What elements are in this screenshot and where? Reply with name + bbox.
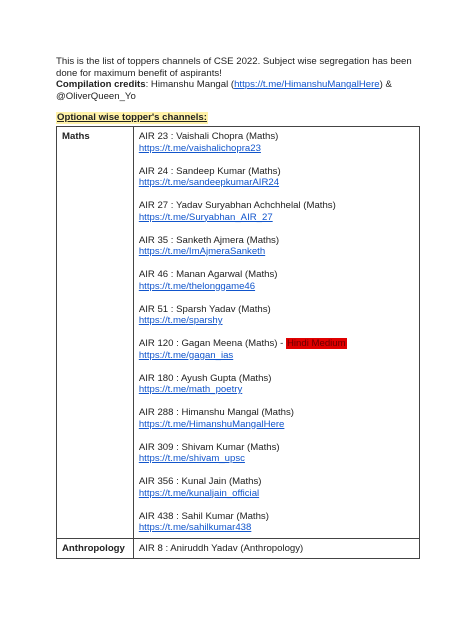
credits-handle: @OliverQueen_Yo <box>56 90 136 102</box>
medium-tag: Hindi Medium <box>286 338 346 349</box>
list-item <box>139 200 414 223</box>
list-item <box>139 338 414 361</box>
channel-link[interactable]: https://t.me/sparshy <box>138 315 223 326</box>
entry-text: AIR 438 : Sahil Kumar (Maths) <box>138 510 269 522</box>
credits-label: Compilation credits <box>56 79 146 90</box>
toppers-table <box>56 126 420 559</box>
entries-cell-maths <box>133 127 419 539</box>
channel-link[interactable]: https://t.me/sahilkumar438 <box>138 522 252 533</box>
entry-text: AIR 27 : Yadav Suryabhan Achchhelal (Maths) <box>138 200 336 211</box>
list-item <box>139 476 414 499</box>
subject-cell-maths: Maths <box>57 127 134 539</box>
credits-after: ) & <box>379 79 392 90</box>
entry-text: AIR 8 : Aniruddh Yadav (Anthropology) <box>138 542 304 554</box>
section-heading: Optional wise topper's channels: <box>57 112 207 123</box>
entry-text: AIR 23 : Vaishali Chopra (Maths) <box>138 131 279 142</box>
credits-separator: : Himanshu Mangal ( <box>145 79 235 90</box>
list-item <box>139 166 414 189</box>
entry-text: AIR 51 : Sparsh Yadav (Maths) <box>138 303 271 315</box>
list-item <box>139 442 414 465</box>
channel-link[interactable]: https://t.me/Suryabhan_AIR_27 <box>138 211 273 223</box>
credits-line <box>56 79 426 91</box>
channel-link[interactable]: https://t.me/ImAjmeraSanketh <box>138 246 266 257</box>
channel-link[interactable]: https://t.me/kunaljain_official <box>138 487 260 499</box>
channel-link[interactable]: https://t.me/thelonggame46 <box>138 280 256 292</box>
channel-link[interactable]: https://t.me/vaishalichopra23 <box>138 142 261 154</box>
list-item <box>139 407 414 430</box>
list-item <box>139 373 414 396</box>
list-item <box>139 269 414 292</box>
entry-text: AIR 120 : Gagan Meena (Maths) - <box>138 338 286 349</box>
intro-text: This is the list of toppers channels of CSE 2022. Subject wise segregation has been done for maximum benefit of aspirants! <box>56 56 412 79</box>
table-row-anthropology <box>57 538 420 559</box>
entries-cell-anthropology <box>133 538 419 559</box>
entry-text-line <box>139 338 414 350</box>
entry-text: AIR 288 : Himanshu Mangal (Maths) <box>138 407 294 418</box>
table-row-maths <box>57 127 420 539</box>
list-item <box>139 304 414 327</box>
entry-text: AIR 309 : Shivam Kumar (Maths) <box>138 441 280 453</box>
intro-block <box>56 56 426 102</box>
list-item <box>139 235 414 258</box>
subject-cell-anthropology: Anthropology <box>57 538 134 559</box>
credits-link[interactable]: https://t.me/HimanshuMangalHere <box>234 79 380 90</box>
channel-link[interactable]: https://t.me/math_poetry <box>138 384 243 395</box>
entry-text: AIR 356 : Kunal Jain (Maths) <box>138 476 262 487</box>
channel-link[interactable]: https://t.me/HimanshuMangalHere <box>138 418 285 430</box>
entry-text: AIR 46 : Manan Agarwal (Maths) <box>138 269 278 280</box>
channel-link[interactable]: https://t.me/sandeepkumarAIR24 <box>138 177 280 188</box>
list-item <box>139 543 414 555</box>
list-item <box>139 511 414 534</box>
entry-text: AIR 24 : Sandeep Kumar (Maths) <box>138 165 281 177</box>
channel-link[interactable]: https://t.me/shivam_upsc <box>138 453 245 464</box>
channel-link[interactable]: https://t.me/gagan_ias <box>138 349 234 361</box>
entry-text: AIR 35 : Sanketh Ajmera (Maths) <box>138 234 280 246</box>
entry-text: AIR 180 : Ayush Gupta (Maths) <box>138 372 272 384</box>
list-item <box>139 131 414 154</box>
